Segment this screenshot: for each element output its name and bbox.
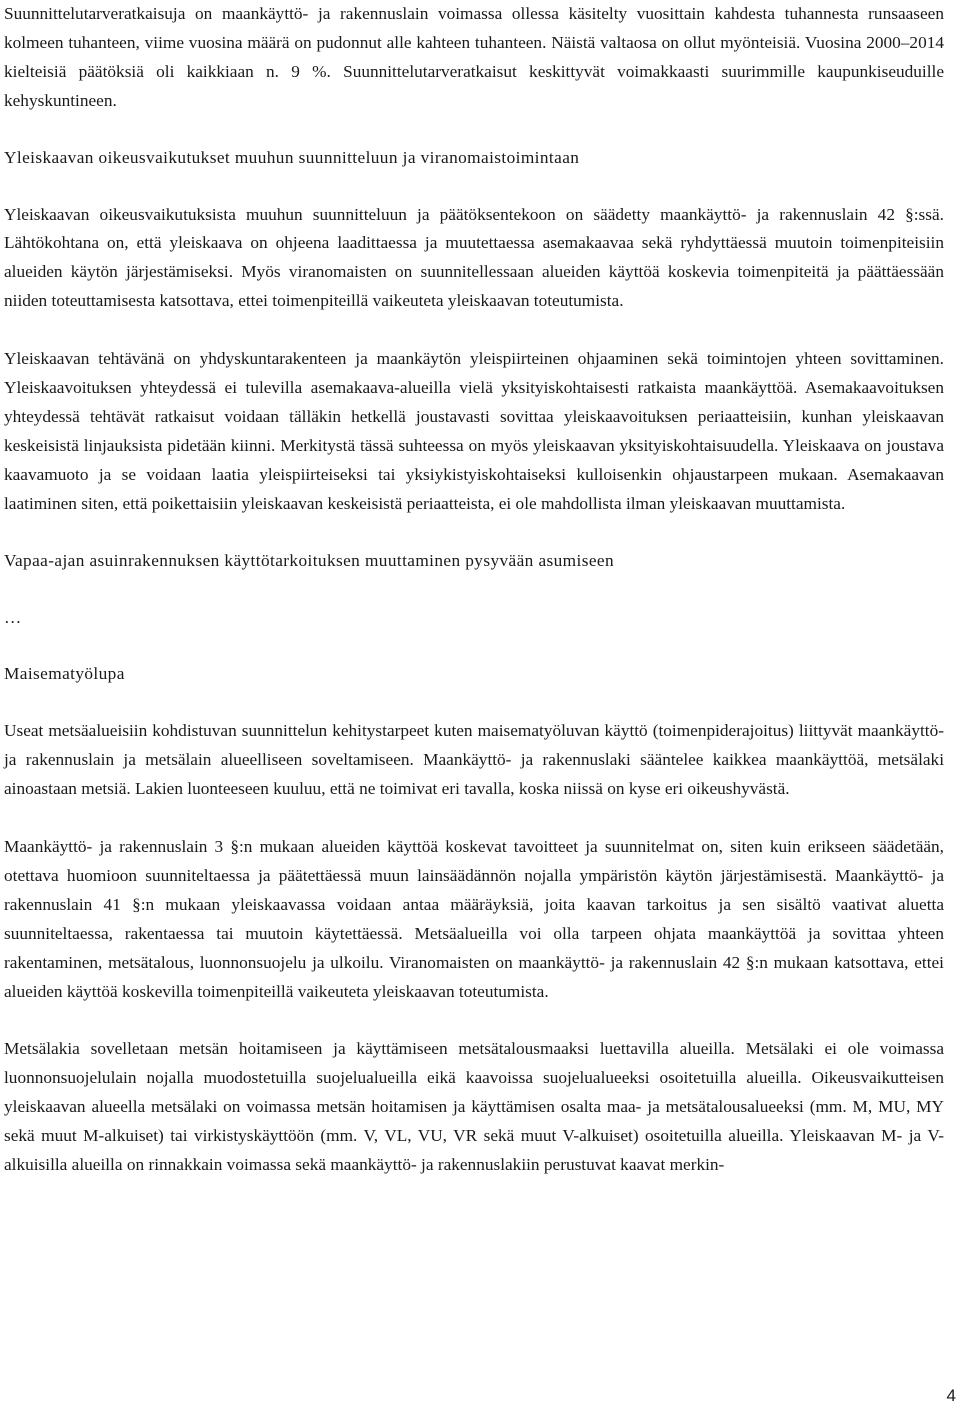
intro-paragraph: Suunnittelutarveratkaisuja on maankäyttö- ja rakennuslain voimassa ollessa käsitelty vuosittain kahdesta tuhannesta runsaaseen kolmeen tuhanteen, viime vuosina määrä on pudonnut alle kahteen tuhanteen. Näistä valtaosa on ollut myönteisiä. Vuosina 2000–2014 kielteisiä päätöksiä oli kaikkiaan n. 9 %. Suunnittelutarveratkaisut keskittyvät voimakkaasti suurimmille kaupunkiseuduille kehyskuntineen. [4,4,944,110]
section-heading-legal-effects: Yleiskaavan oikeusvaikutukset muuhun suunnitteluun ja viranomaistoimintaan [4,147,580,167]
section-heading-landscape-permit: Maisematyölupa [4,664,125,684]
paragraph-legal-effects-2: Yleiskaavan tehtävänä on yhdyskuntarakenteen ja maankäytön yleispiirteinen ohjaaminen sekä toimintojen yhteen sovittaminen. Yleiskaavoituksen yhteydessä ei tulevilla asemakaava-alueilla vielä yksityiskohtaisesti ratkaista maankäyttöä. Asemakaavoituksen yhteydessä tehtävät ratkaisut voidaan tälläkin hetkellä joustavasti sovittaa yleiskaavoituksen periaatteisiin, kunhan yleiskaavan keskeisistä linjauksista pidetään kiinni. Merkitystä tässä suhteessa on myös yleiskaavan yksityiskohtaisuudella. Yleiskaava on joustava kaavamuoto ja se voidaan laatia yleispiirteiseksi tai yksiykistyiskohtaiseksi kulloisenkin ohjaustarpeen mukaan. Asemakaavan laatiminen siten, että poikettaisiin yleiskaavan keskeisistä periaatteista, ei ole mahdollista ilman yleiskaavan muuttamista. [4,349,944,513]
paragraph-landscape-permit-2: Maankäyttö- ja rakennuslain 3 §:n mukaan alueiden käyttöä koskevat tavoitteet ja suunnitelmat on, siten kuin erikseen säädetään, otettava huomioon suunniteltaessa ja päätettäessä muun lainsäädännön nojalla ympäristön käytön järjestämisestä. Maankäyttö- ja rakennuslain 41 §:n mukaan yleiskaavassa voidaan antaa määräyksiä, joita kaavan tarkoitus ja sen sisältö vaativat aluetta suunniteltaessa, rakentaessa tai muutoin käytettäessä. Metsäalueilla voi olla tarpeen ohjata maankäyttöä ja sovittaa yhteen rakentaminen, metsätalous, luonnonsuojelu ja ulkoilu. Viranomaisten on maankäyttö- ja rakennuslain 42 §:n mukaan katsottava, ettei alueiden käyttöä koskevilla toimenpiteillä vaikeuteta yleiskaavan toteutumista. [4,837,944,1001]
page-number: 4 [946,1386,956,1405]
paragraph-forest-act: Metsälakia sovelletaan metsän hoitamiseen ja käyttämiseen metsätalousmaaksi luettavilla alueilla. Metsälaki ei ole voimassa luonnonsuojelulain nojalla muodostetuilla suojelualueilla eikä kaavoissa suojelualueeksi osoitetuilla alueilla. Oikeusvaikutteisen yleiskaavan alueella metsälaki on voimassa metsän hoitamisen ja käyttämisen osalta maa- ja metsätalousalueeksi (mm. M, MU, MY sekä muut M-alkuiset) tai virkistyskäyttöön (mm. V, VL, VU, VR sekä muut V-alkuiset) osoitetuilla alueilla. Yleiskaavan M- ja V-alkuisilla alueilla on rinnakkain voimassa sekä maankäyttö- ja rakennuslakiin perustuvat kaavat merkin- [4,1039,944,1175]
ellipsis-marker: … [4,607,22,627]
paragraph-landscape-permit-1: Useat metsäalueisiin kohdistuvan suunnittelun kehitystarpeet kuten maisematyöluvan käyttö (toimenpiderajoitus) liittyvät maankäyttö- ja rakennuslain ja metsälain alueelliseen soveltamiseen. Maankäyttö- ja rakennuslaki sääntelee kaikkea maankäyttöä, metsälaki ainoastaan metsiä. Lakien luonteeseen kuuluu, että ne toimivat eri tavalla, koska niissä on kyse eri oikeushyvästä. [4,721,944,799]
section-heading-holiday-home: Vapaa-ajan asuinrakennuksen käyttötarkoituksen muuttaminen pysyvään asumiseen [4,550,615,570]
paragraph-legal-effects-1: Yleiskaavan oikeusvaikutuksista muuhun suunnitteluun ja päätöksentekoon on säädetty maankäyttö- ja rakennuslain 42 §:ssä. Lähtökohtana on, että yleiskaava on ohjeena laadittaessa ja muutettaessa asemakaavaa sekä ryhdyttäessä muutoin toimenpiteisiin alueiden käytön järjestämiseksi. Myös viranomaisten on suunnitellessaan alueiden käyttöä koskevia toimenpiteitä ja päättäessään niiden toteuttamisesta katsottava, ettei toimenpiteillä vaikeuteta yleiskaavan toteutumista. [4,204,944,311]
document-body [4,0,944,1180]
